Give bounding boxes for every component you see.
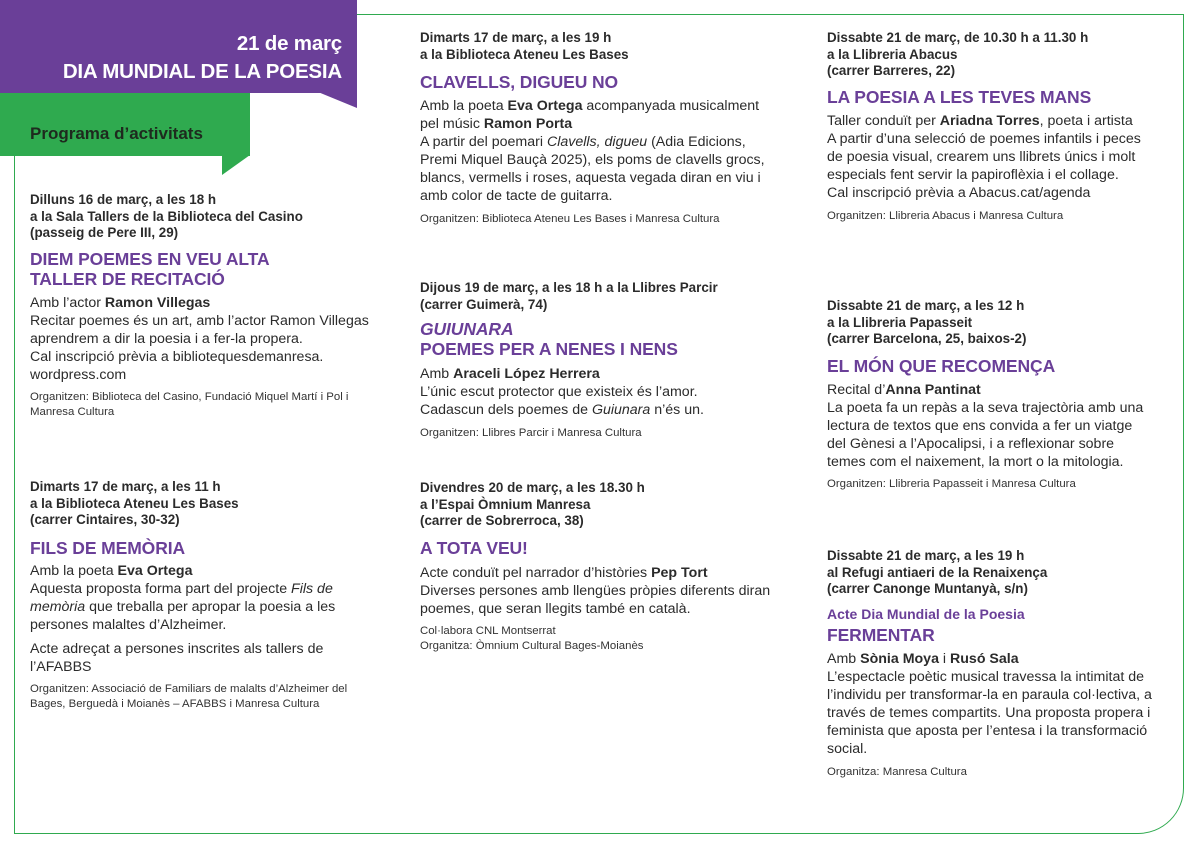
event-title-line: DIEM POEMES EN VEU ALTA <box>30 248 270 269</box>
event-when <box>30 192 378 242</box>
event-date: Dissabte 21 de març, a les 12 h <box>827 298 1025 313</box>
header-date: 21 de març <box>236 32 342 55</box>
with-text: Recital d’ <box>827 381 886 398</box>
book-title: Guiunara <box>591 402 651 418</box>
event-place: a la Biblioteca Ateneu Les Bases <box>420 46 629 62</box>
header-title: DIA MUNDIAL DE LA POESIA <box>62 60 342 83</box>
with-text: Amb la poeta <box>30 562 118 579</box>
organizer: Organitza: Òmnium Cultural Bages-Moianès <box>420 639 644 652</box>
performer-name: Anna Pantinat <box>885 381 981 398</box>
event-fermentar <box>827 548 1152 780</box>
event-description <box>30 562 378 676</box>
description-text: (Adia Edicions, Premi Miquel Bauçà 2025), els poms de clavells grocs, blancs, vermells i roses, aquesta vegada diran en viu i amb color de tacte de guitarra. <box>420 134 765 204</box>
event-title-line: POEMES PER A NENES I NENS <box>420 339 678 359</box>
event-date: Dimarts 17 de març, a les 11 h <box>30 479 221 494</box>
event-title: LA POESIA A LES TEVES MANS <box>827 86 1092 107</box>
registration-note: Cal inscripció prèvia a Abacus.cat/agenda <box>827 184 1091 201</box>
organizers: Organitzen: Associació de Familiars de malalts d’Alzheimer del Bages, Berguedà i Moianès – AFABBS i Manresa Cultura <box>30 682 348 710</box>
event-place: a l’Espai Òmnium Manresa <box>420 496 591 512</box>
event-description <box>30 294 378 384</box>
event-title <box>420 319 780 359</box>
with-text: Amb <box>827 650 861 667</box>
collaborator: Col·labora CNL Montserrat <box>420 624 556 637</box>
performer-name: Ramon Villegas <box>104 294 211 311</box>
description-text: A partir d’una selecció de poemes infantils i peces de poesia visual, crearem uns llibrets únics i molt especials fent servir la papiroflèxia i el collage. <box>827 130 1141 183</box>
organizers: Organitzen: Llibreria Abacus i Manresa Cultura <box>827 209 1064 222</box>
event-when <box>420 280 780 313</box>
performer-name: Pep Tort <box>651 564 708 581</box>
event-title: EL MÓN QUE RECOMENÇA <box>827 355 1056 376</box>
event-address: (carrer Canonge Muntanyà, s/n) <box>827 581 1028 596</box>
with-text: Amb la poeta <box>420 98 508 114</box>
event-title: FERMENTAR <box>827 624 935 645</box>
description-text: L’espectacle poètic musical travessa la intimitat de l’individu per transformar-la en paraula col·lectiva, a través de temes compartits. Una proposta propera i feminista que aposta per l’entesa i la transformació social. <box>827 668 1152 757</box>
with-text: , poeta i artista <box>1039 112 1133 129</box>
organizers: Organitzen: Biblioteca Ateneu Les Bases i Manresa Cultura <box>420 213 720 225</box>
description-text: n’és un. <box>650 402 704 418</box>
organizers <box>420 624 780 654</box>
performer-name: Araceli López Herrera <box>453 366 600 382</box>
description-text: que treballa per apropar la poesia a les persones malaltes d’Alzheimer. <box>30 598 336 633</box>
event-title-line: TALLER DE RECITACIÓ <box>30 268 225 289</box>
event-address: (carrer Cintaires, 30-32) <box>30 512 180 527</box>
event-title <box>30 249 378 289</box>
organizers: Organitzen: Llibres Parcir i Manresa Cultura <box>420 427 642 439</box>
event-guiunara <box>420 280 780 441</box>
event-title: FILS DE MEMÒRIA <box>30 537 186 558</box>
event-date: Dissabte 21 de març, de 10.30 h a 11.30 h <box>827 30 1089 45</box>
event-date: Dijous 19 de març, a les 18 h a la Llibres Parcir <box>420 280 718 295</box>
event-clavells-digueu-no <box>420 30 780 227</box>
with-text: Taller conduït per <box>827 112 940 129</box>
event-place: a la Biblioteca Ateneu Les Bases <box>30 495 239 511</box>
performer-name: Rusó Sala <box>950 650 1019 667</box>
description-text: La poeta fa un repàs a la seva trajectòria amb una lectura de textos que ens convida a fer un viatge del Gènesi a l’Apocalipsi, i a reflexionar sobre temes com el naixement, la mort o la mitologia. <box>827 399 1144 470</box>
event-description <box>827 112 1152 202</box>
event-when <box>420 30 780 63</box>
event-fils-de-memoria <box>30 479 378 712</box>
book-title: Clavells, digueu <box>546 134 648 150</box>
event-address: (carrer Guimerà, 74) <box>420 296 548 312</box>
organizers: Organitzen: Biblioteca del Casino, Fundació Miquel Martí i Pol i Manresa Cultura <box>30 390 349 418</box>
with-text: acompanyada musicalment pel músic <box>420 98 760 132</box>
performer-name: Sònia Moya <box>860 650 939 667</box>
event-description <box>827 381 1152 471</box>
event-address: (carrer Barcelona, 25, baixos-2) <box>827 331 1027 346</box>
event-date: Dimarts 17 de març, a les 19 h <box>420 30 612 45</box>
with-text: i <box>938 650 951 667</box>
description-text: A partir del poemari <box>420 134 547 150</box>
with-text: Amb <box>420 366 454 382</box>
event-address: (carrer de Sobrerroca, 38) <box>420 513 584 528</box>
event-mon-que-recomenca <box>827 298 1152 492</box>
event-when <box>827 548 1152 598</box>
with-text: Acte conduït pel narrador d’històries <box>420 564 652 581</box>
program-label: Programa d’activitats <box>30 124 203 143</box>
performer-name: Eva Ortega <box>507 98 583 114</box>
description-text: Recitar poemes és un art, amb l’actor Ramon Villegas aprendrem a dir la poesia i a fer-la propera. <box>30 312 369 347</box>
registration-note: Cal inscripció prèvia a bibliotequesdemanresa. wordpress.com <box>30 348 324 383</box>
event-recitation-workshop <box>30 192 378 420</box>
event-poesia-teves-mans <box>827 30 1152 224</box>
performer-name: Eva Ortega <box>117 562 193 579</box>
event-place: a la Sala Tallers de la Biblioteca del Casino <box>30 208 303 224</box>
event-title-line: GUIUNARA <box>420 319 514 339</box>
event-description <box>420 365 780 419</box>
event-subtitle: Acte Dia Mundial de la Poesia <box>827 605 1025 622</box>
event-address: (passeig de Pere III, 29) <box>30 225 179 240</box>
event-date: Dilluns 16 de març, a les 18 h <box>30 192 217 207</box>
description-text: Cadascun dels poemes de <box>420 402 592 418</box>
event-when <box>420 480 780 530</box>
description-text: Aquesta proposta forma part del projecte <box>30 580 292 597</box>
event-title: CLAVELLS, DIGUEU NO <box>420 72 619 92</box>
event-a-tota-veu <box>420 480 780 654</box>
performer-name: Ariadna Torres <box>939 112 1040 129</box>
description-text: Diverses persones amb llengües pròpies diferents diran poemes, que seran llegits també en català. <box>420 582 771 617</box>
event-place: a la Llibreria Abacus <box>827 46 958 62</box>
audience-note: Acte adreçat a persones inscrites als tallers de l’AFABBS <box>30 640 324 675</box>
musician-name: Ramon Porta <box>483 116 573 132</box>
event-description <box>420 564 780 618</box>
event-description <box>420 97 780 205</box>
event-address: (carrer Barreres, 22) <box>827 63 956 78</box>
event-date: Dissabte 21 de març, a les 19 h <box>827 548 1025 563</box>
event-when <box>30 479 378 529</box>
event-description <box>827 650 1152 758</box>
event-title: A TOTA VEU! <box>420 537 528 558</box>
description-text: L’únic escut protector que existeix és l’amor. <box>420 384 698 400</box>
organizers: Organitzen: Llibreria Papasseit i Manresa Cultura <box>827 477 1076 490</box>
with-text: Amb l’actor <box>30 294 105 311</box>
organizers: Organitza: Manresa Cultura <box>827 765 967 778</box>
event-when <box>827 298 1152 348</box>
event-place: a la Llibreria Papasseit <box>827 314 973 330</box>
event-date: Divendres 20 de març, a les 18.30 h <box>420 480 645 495</box>
event-when <box>827 30 1152 80</box>
event-place: al Refugi antiaeri de la Renaixença <box>827 564 1048 580</box>
project-name: Fils de memòria <box>30 580 333 615</box>
